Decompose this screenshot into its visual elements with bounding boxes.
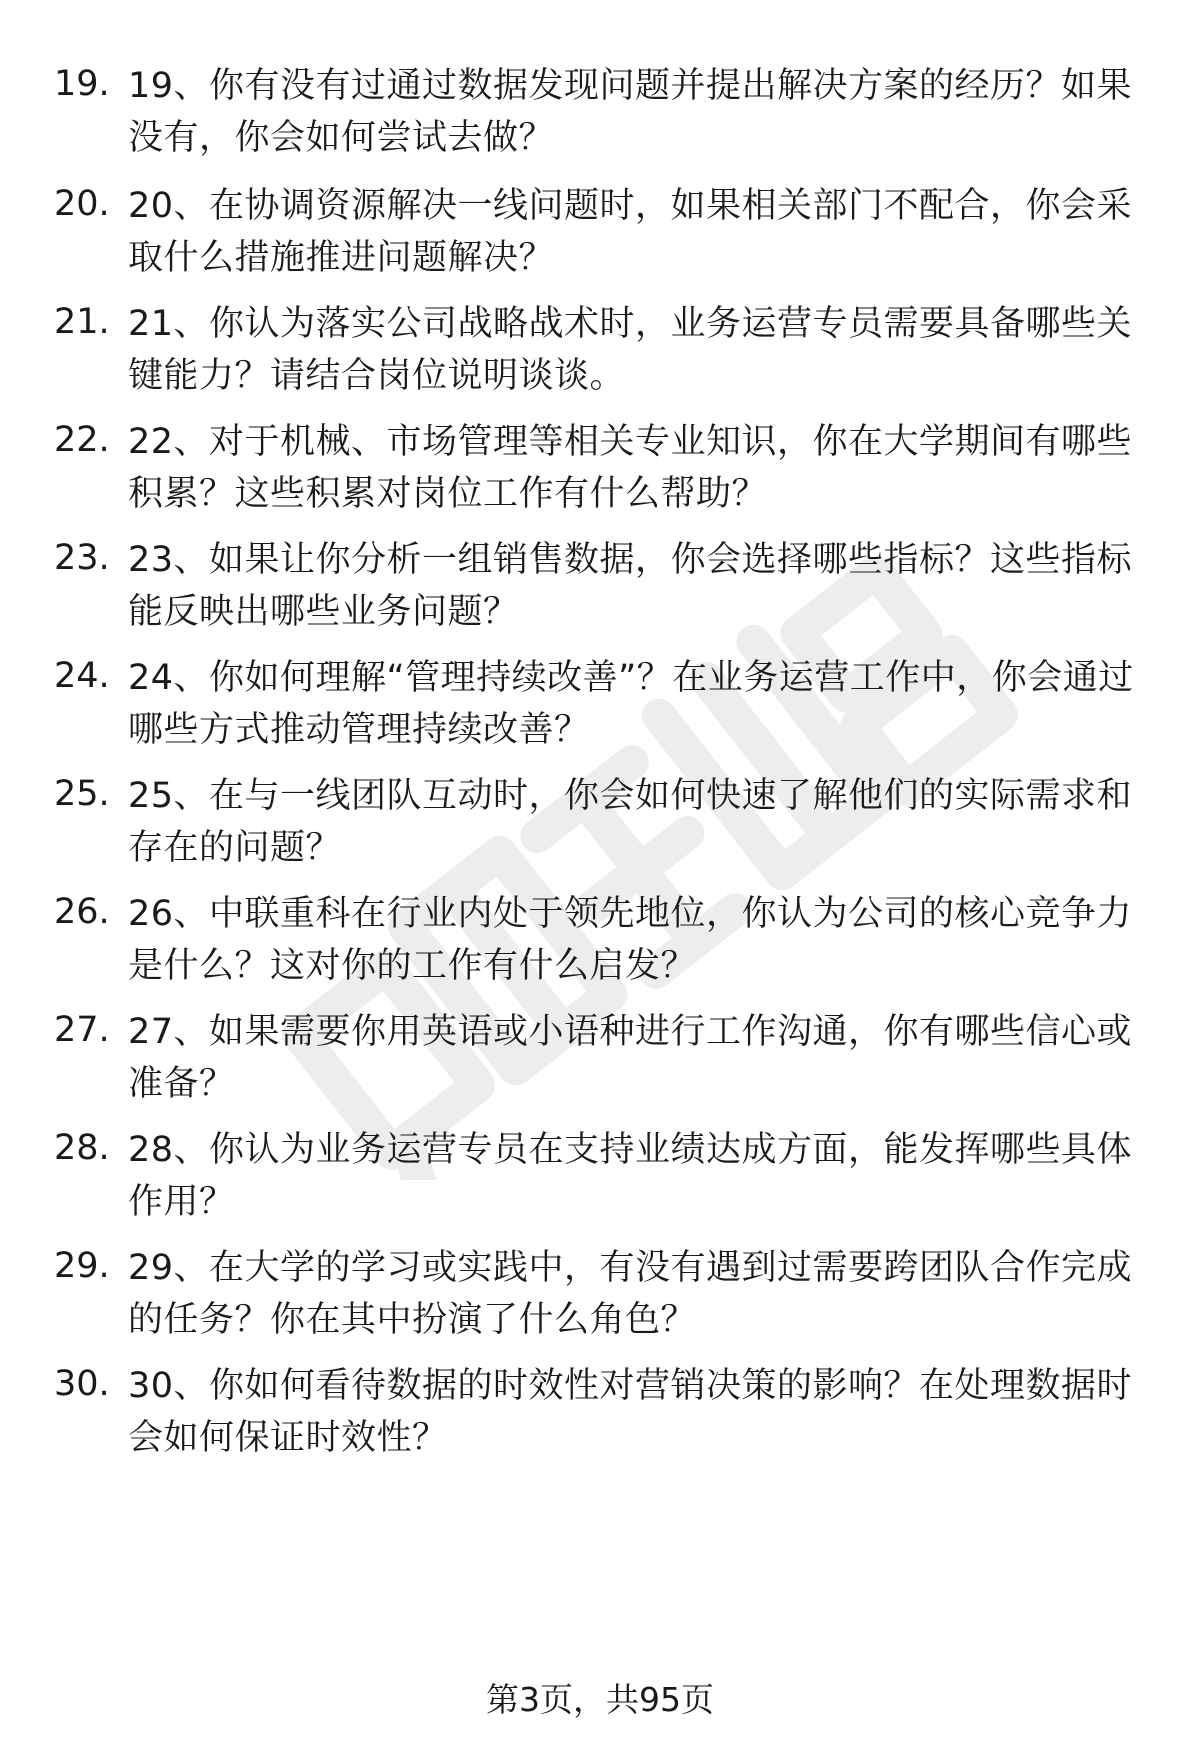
question-text: 26、中联重科在行业内处于领先地位，你认为公司的核心竞争力是什么？这对你的工作有什么启发？	[128, 894, 1133, 986]
question-text: 29、在大学的学习或实践中，有没有遇到过需要跨团队合作完成的任务？你在其中扮演了什么角色？	[128, 1248, 1133, 1340]
question-text: 22、对于机械、市场管理等相关专业知识，你在大学期间有哪些积累？这些积累对岗位工作有什么帮助？	[128, 422, 1133, 514]
list-item	[0, 180, 1200, 280]
question-number: 26.	[54, 892, 110, 932]
question-text: 30、你如何看待数据的时效性对营销决策的影响？在处理数据时会如何保证时效性？	[128, 1366, 1133, 1458]
question-text: 25、在与一线团队互动时，你会如何快速了解他们的实际需求和存在的问题？	[128, 776, 1133, 868]
question-number: 21.	[54, 302, 110, 342]
question-text: 24、你如何理解“管理持续改善”？在业务运营工作中，你会通过哪些方式推动管理持续改善？	[128, 658, 1134, 750]
question-text: 20、在协调资源解决一线问题时，如果相关部门不配合，你会采取什么措施推进问题解决？	[128, 186, 1133, 278]
question-text: 27、如果需要你用英语或小语种进行工作沟通，你有哪些信心或准备？	[128, 1012, 1133, 1104]
question-text: 23、如果让你分析一组销售数据，你会选择哪些指标？这些指标能反映出哪些业务问题？	[128, 540, 1133, 632]
list-item	[0, 652, 1200, 752]
page-number-footer: 第3页，共95页	[486, 1680, 714, 1719]
question-number: 25.	[54, 774, 110, 814]
question-number: 24.	[54, 656, 110, 696]
question-text: 19、你有没有过通过数据发现问题并提出解决方案的经历？如果没有，你会如何尝试去做？	[128, 66, 1133, 158]
question-number: 20.	[54, 184, 110, 224]
question-text: 21、你认为落实公司战略战术时，业务运营专员需要具备哪些关键能力？请结合岗位说明谈谈。	[128, 304, 1133, 396]
list-item	[0, 888, 1200, 988]
list-item	[0, 60, 1200, 160]
question-number: 19.	[54, 64, 110, 104]
question-number: 27.	[54, 1010, 110, 1050]
list-item	[0, 1124, 1200, 1224]
question-number: 22.	[54, 420, 110, 460]
question-text: 28、你认为业务运营专员在支持业绩达成方面，能发挥哪些具体作用？	[128, 1130, 1133, 1222]
question-number: 28.	[54, 1128, 110, 1168]
list-item	[0, 298, 1200, 398]
list-item	[0, 416, 1200, 516]
question-number: 23.	[54, 538, 110, 578]
list-item	[0, 1360, 1200, 1460]
list-item	[0, 1242, 1200, 1342]
list-item	[0, 770, 1200, 870]
list-item	[0, 534, 1200, 634]
question-number: 30.	[54, 1364, 110, 1404]
list-item	[0, 1006, 1200, 1106]
question-number: 29.	[54, 1246, 110, 1286]
